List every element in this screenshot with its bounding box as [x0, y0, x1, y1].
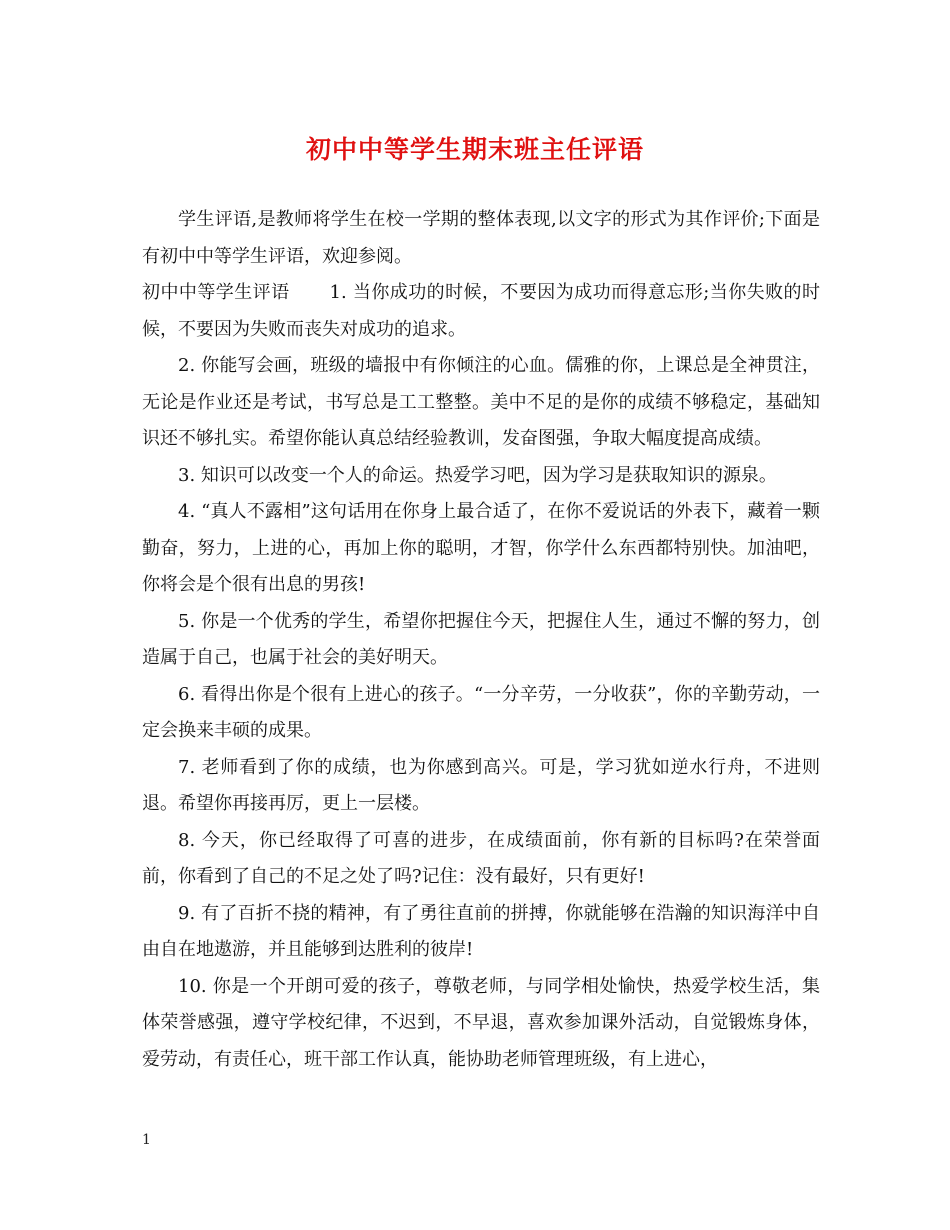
list-item: 6. 看得出你是个很有上进心的孩子。“一分辛劳，一分收获”，你的辛勤劳动，一定会换来丰硕的成果。 — [142, 683, 820, 741]
list-item: 3. 知识可以改变一个人的命运。热爱学习吧，因为学习是获取知识的源泉。 — [178, 464, 777, 486]
list-item: 2. 你能写会画，班级的墙报中有你倾注的心血。儒雅的你，上课总是全神贯注，无论是作业还是考试，书写总是工工整整。美中不足的是你的成绩不够稳定，基础知识还不够扎实。希望你能认真总结经验教训，发奋图强，争取大幅度提高成绩。 — [142, 355, 820, 449]
page-title: 初中中等学生期末班主任评语 — [305, 135, 644, 164]
intro-paragraph: 学生评语,是教师将学生在校一学期的整体表现,以文字的形式为其作评价;下面是有初中中等学生评语，欢迎参阅。 — [142, 209, 820, 267]
first-item-paragraph — [142, 275, 820, 348]
list-item: 10. 你是一个开朗可爱的孩子，尊敬老师，与同学相处愉快，热爱学校生活，集体荣誉感强，遵守学校纪律，不迟到，不早退，喜欢参加课外活动，自觉锻炼身体，爱劳动，有责任心，班干部工作认真，能协助老师管理班级，有上进心， — [142, 975, 820, 1070]
list-item: 8. 今天，你已经取得了可喜的进步，在成绩面前，你有新的目标吗?在荣誉面前，你看到了自己的不足之处了吗?记住：没有最好，只有更好! — [142, 829, 820, 887]
document-body — [142, 202, 820, 1078]
page-number: 1 — [142, 1132, 151, 1148]
list-item: 5. 你是一个优秀的学生，希望你把握住今天，把握住人生，通过不懈的努力，创造属于自己，也属于社会的美好明天。 — [142, 610, 820, 668]
list-item: 4. “真人不露相”这句话用在你身上最合适了，在你不爱说话的外表下，藏着一颗勤奋，努力，上进的心，再加上你的聪明，才智，你学什么东西都特别快。加油吧，你将会是个很有出息的男孩! — [142, 501, 820, 595]
section-label: 初中中等学生评语 — [142, 282, 290, 303]
list-item: 1. 当你成功的时候，不要因为成功而得意忘形;当你失败的时候，不要因为失败而丧失对成功的追求。 — [142, 282, 820, 340]
list-item: 9. 有了百折不挠的精神，有了勇往直前的拼搏，你就能够在浩瀚的知识海洋中自由自在地遨游，并且能够到达胜利的彼岸! — [142, 902, 820, 960]
list-item: 7. 老师看到了你的成绩，也为你感到高兴。可是，学习犹如逆水行舟，不进则退。希望你再接再厉，更上一层楼。 — [142, 756, 820, 814]
